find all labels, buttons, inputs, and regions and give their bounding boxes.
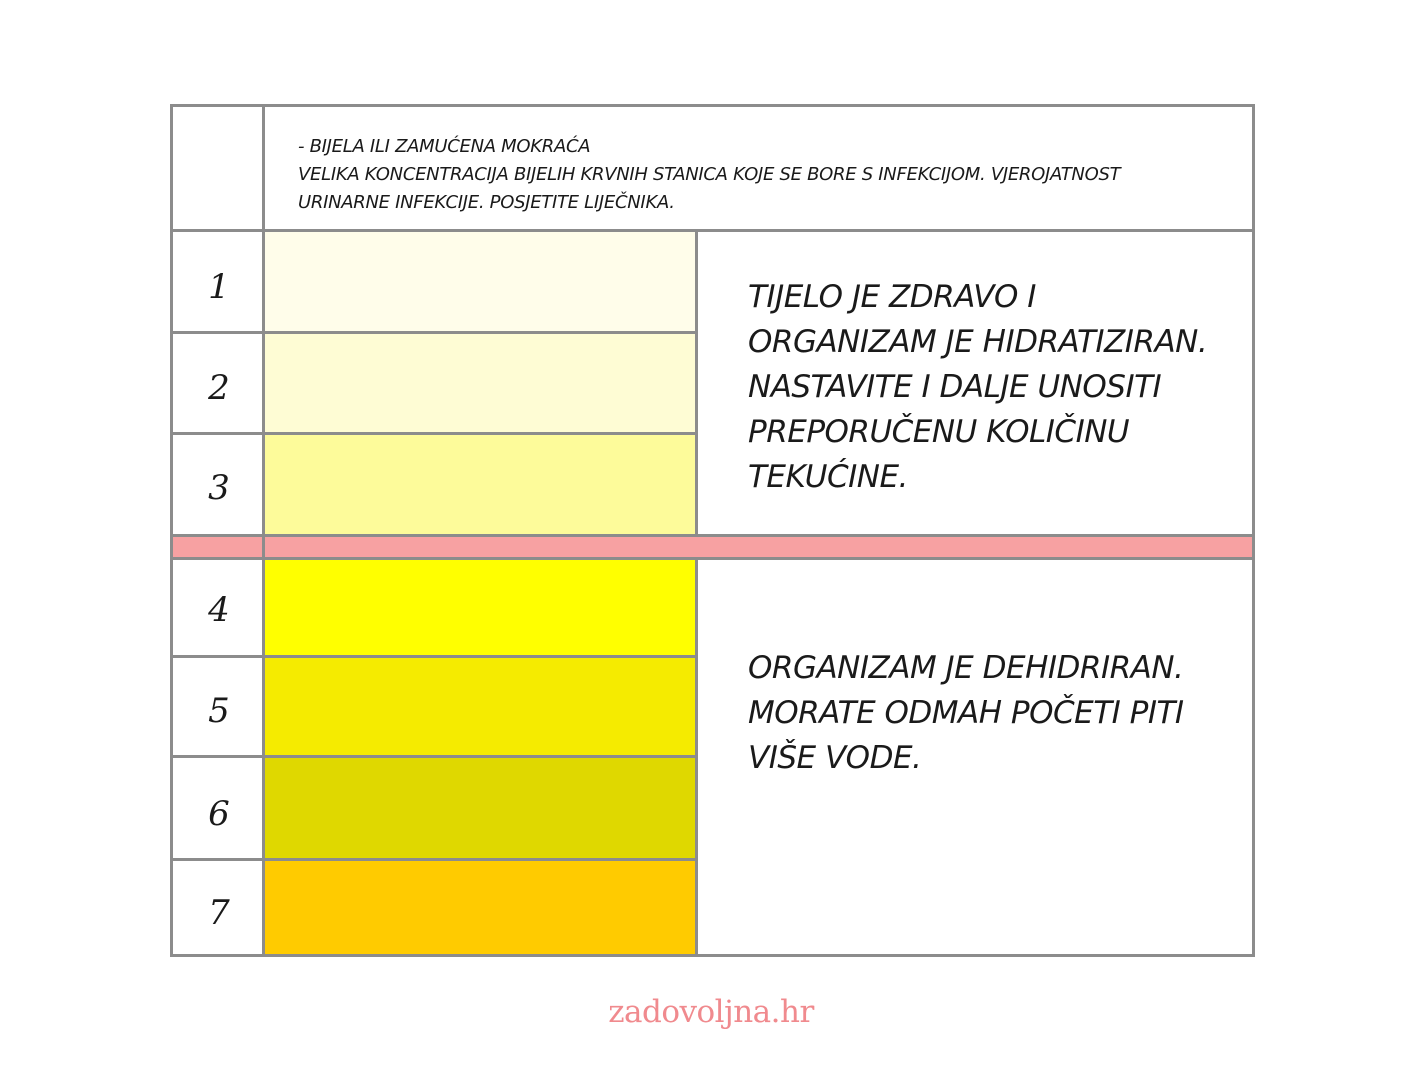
row-number-7: 7	[208, 893, 230, 933]
dehydrated-description	[748, 646, 1248, 781]
hydrated-description	[748, 275, 1248, 500]
grid-line-row-5-6	[173, 755, 698, 758]
urine-color-chart	[170, 104, 1255, 957]
row-number-2: 2	[208, 368, 230, 408]
color-swatch-7	[265, 860, 695, 954]
row-number-1: 1	[208, 267, 230, 307]
dehydrated-line-1: ORGANIZAM JE DEHIDRIRAN.	[748, 650, 1184, 686]
hydrated-line-3: NASTAVITE I DALJE UNOSITI	[748, 369, 1162, 405]
hydration-divider	[173, 537, 1252, 557]
header-line-title: - BIJELA ILI ZAMUĆENA MOKRAĆA	[298, 136, 591, 157]
dehydrated-line-2: MORATE ODMAH POČETI PITI	[748, 695, 1184, 731]
hydrated-line-1: TIJELO JE ZDRAVO I	[748, 279, 1036, 315]
grid-line-row-6-7	[173, 858, 698, 861]
header-line-advice: URINARNE INFEKCIJE. POSJETITE LIJEČNIKA.	[298, 192, 675, 213]
hydrated-line-5: TEKUĆINE.	[748, 459, 908, 495]
color-swatch-2	[265, 333, 695, 434]
dehydrated-line-3: VIŠE VODE.	[748, 740, 922, 776]
grid-line-header-bottom	[173, 229, 1252, 232]
header-note	[298, 133, 1238, 217]
grid-line-divider-bottom	[173, 557, 1252, 560]
color-swatch-3	[265, 434, 695, 537]
grid-line-row-1-2	[173, 331, 698, 334]
row-number-5: 5	[208, 691, 230, 731]
grid-line-divider-top	[173, 534, 1252, 537]
color-swatch-1	[265, 232, 695, 333]
row-number-6: 6	[208, 794, 230, 834]
hydrated-line-4: PREPORUČENU KOLIČINU	[748, 414, 1130, 450]
color-swatch-5	[265, 657, 695, 757]
color-swatch-4	[265, 557, 695, 657]
hydrated-line-2: ORGANIZAM JE HIDRATIZIRAN.	[748, 324, 1208, 360]
color-swatch-6	[265, 757, 695, 860]
grid-line-vertical-numbers	[262, 107, 265, 954]
grid-line-row-4-5	[173, 655, 698, 658]
row-number-4: 4	[208, 590, 230, 630]
row-number-3: 3	[208, 468, 230, 508]
header-line-description: VELIKA KONCENTRACIJA BIJELIH KRVNIH STANICA KOJE SE BORE S INFEKCIJOM. VJEROJATNOST	[298, 164, 1121, 185]
site-logo: zadovoljna.hr	[608, 994, 814, 1030]
grid-line-row-2-3	[173, 432, 698, 435]
grid-line-vertical-group1	[695, 232, 698, 537]
